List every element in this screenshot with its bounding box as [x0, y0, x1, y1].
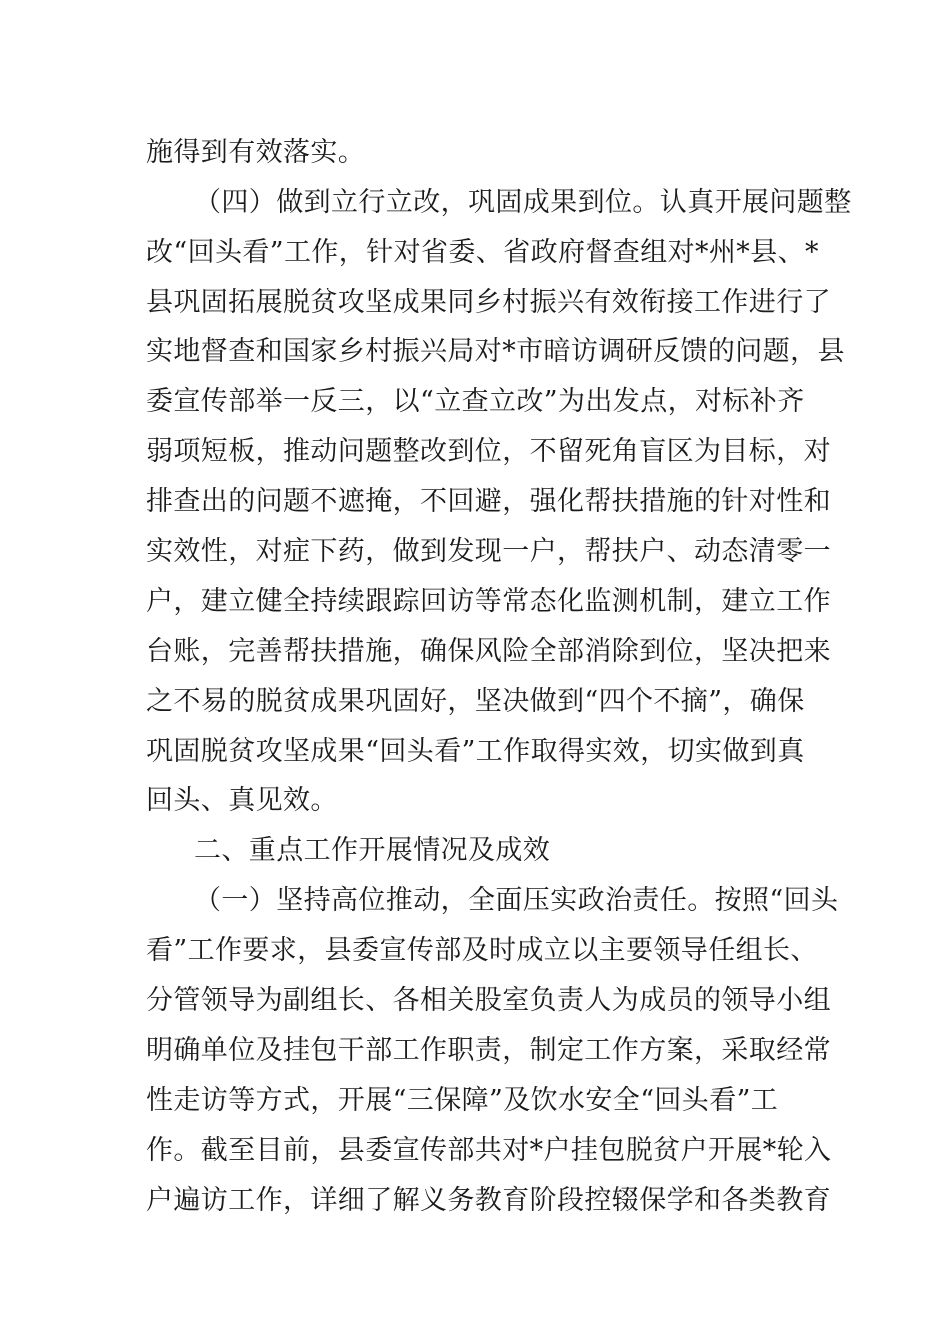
- text-line: 县巩固拓展脱贫攻坚成果同乡村振兴有效衔接工作进行了: [146, 287, 831, 318]
- text-line: 看”工作要求，县委宣传部及时成立以主要领导任组长、: [146, 935, 818, 966]
- text-line: 之不易的脱贫成果巩固好，坚决做到“四个不摘”，确保: [146, 686, 805, 717]
- text-line: 分管领导为副组长、各相关股室负责人为成员的领导小组: [146, 985, 831, 1016]
- text-line: 回头、真见效。: [146, 785, 338, 816]
- text-line: 户遍访工作，详细了解义务教育阶段控辍保学和各类教育: [146, 1185, 831, 1216]
- text-line: 实效性，对症下药，做到发现一户，帮扶户、动态清零一: [146, 536, 831, 567]
- text-line: 弱项短板，推动问题整改到位，不留死角盲区为目标，对: [146, 436, 831, 467]
- text-line: 委宣传部举一反三，以“立查立改”为出发点，对标补齐: [146, 386, 805, 417]
- text-line: 户，建立健全持续跟踪回访等常态化监测机制，建立工作: [146, 586, 831, 617]
- text-line: 明确单位及挂包干部工作职责，制定工作方案，采取经常: [146, 1035, 831, 1066]
- text-line: 性走访等方式，开展“三保障”及饮水安全“回头看”工: [146, 1085, 779, 1116]
- text-line: 巩固脱贫攻坚成果“回头看”工作取得实效，切实做到真: [146, 736, 805, 767]
- section-heading: 二、重点工作开展情况及成效: [194, 835, 551, 866]
- text-line: 排查出的问题不遮掩，不回避，强化帮扶措施的针对性和: [146, 486, 831, 517]
- text-line: 作。截至目前，县委宣传部共对*户挂包脱贫户开展*轮入: [146, 1135, 832, 1166]
- text-line: 改“回头看”工作，针对省委、省政府督查组对*州*县、*: [146, 237, 819, 268]
- text-line: 台账，完善帮扶措施，确保风险全部消除到位，坚决把来: [146, 636, 831, 667]
- text-line: 施得到有效落实。: [146, 137, 366, 168]
- text-line: （一）坚持高位推动，全面压实政治责任。按照“回头: [194, 885, 839, 916]
- text-line: 实地督查和国家乡村振兴局对*市暗访调研反馈的问题，县: [146, 336, 845, 367]
- text-line: （四）做到立行立改，巩固成果到位。认真开展问题整: [194, 187, 852, 218]
